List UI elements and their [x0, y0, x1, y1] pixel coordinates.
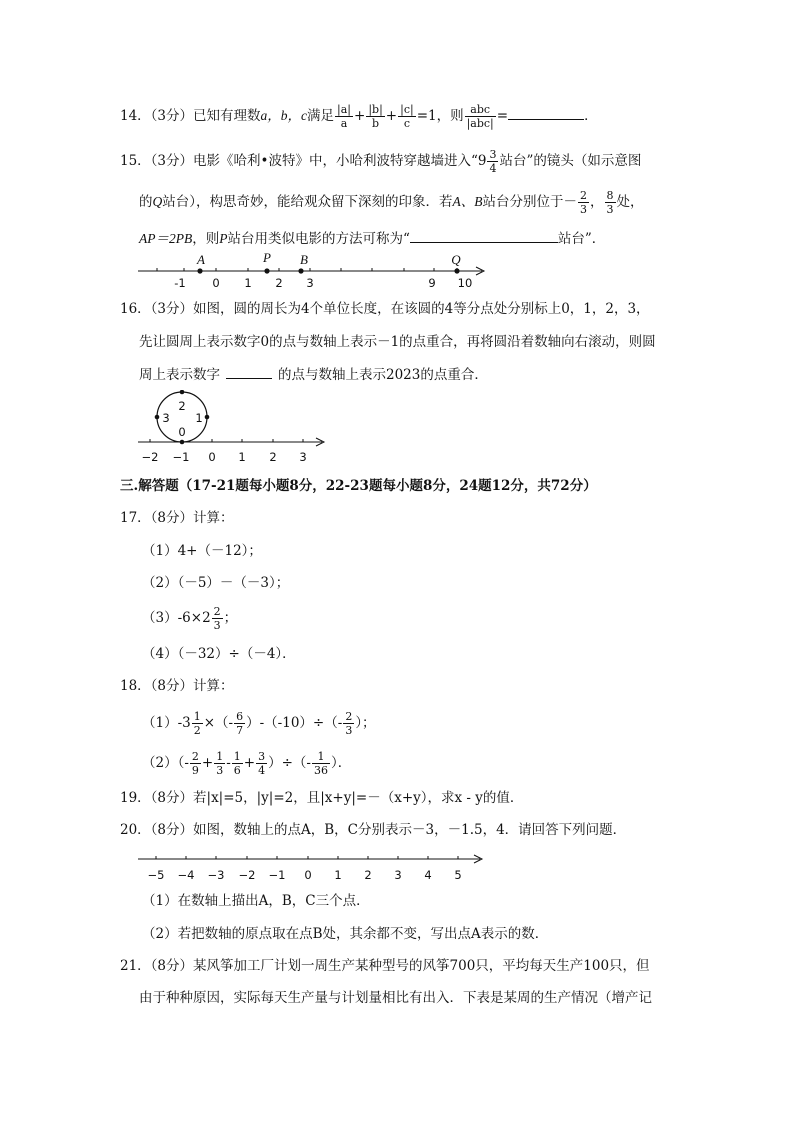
q14-answer-blank[interactable]	[508, 105, 584, 120]
q20-part-2: （2）若把数轴的原点取在点B处，其余都不变，写出点A表示的数．	[142, 926, 549, 942]
q14-frac-a: $\frac{|a|}{a}$	[337, 103, 352, 130]
q20-tick-neg2: −2	[238, 868, 256, 882]
q14-eq: =1，则	[416, 108, 464, 124]
q18-part-1: （1）-3 $\frac{1}{2}$ ×（- $\frac{6}{7}$ ）-（-10）÷（- $\frac{2}{3}$ ）；	[142, 710, 376, 737]
q21-line-2: 由于种种原因，实际每天生产量与计划量相比有出入．下表是某周的生产情况（增产记	[139, 990, 652, 1006]
q20-tick-neg3: −3	[207, 868, 225, 882]
q20-tick-neg4: −4	[177, 868, 195, 882]
q15-frac-a: $\frac{2}{3}$	[580, 189, 587, 216]
q15-label-q: Q	[451, 252, 461, 267]
q14-prefix: 14．（3分）已知有理数	[120, 108, 261, 124]
q14-mid: 满足	[307, 108, 335, 124]
q20-tick-0: 0	[304, 868, 312, 882]
q16-circle-label-2: 2	[178, 399, 186, 413]
q16-circle-label-3: 3	[162, 411, 170, 425]
q15-answer-blank[interactable]	[410, 228, 558, 243]
q20-tick-2: 2	[364, 868, 372, 882]
q14-frac-b: $\frac{|b|}{b}$	[368, 103, 383, 130]
q17-part-3: （3）-6×2 $\frac{2}{3}$ ；	[142, 605, 238, 632]
q15-label-a: A	[197, 252, 205, 267]
q16-tick-neg2: −2	[141, 450, 159, 464]
q15-tick-10: 10	[457, 276, 473, 290]
q15-tick-0: 0	[212, 276, 220, 290]
q16-figure	[136, 390, 336, 470]
q15-point-q	[454, 268, 459, 273]
q18-part-2: （2）（- $\frac{2}{9}$ + $\frac{1}{3}$ - $\frac{1}{6}$ + $\frac{3}{4}$ ）÷（- $\frac{1}{36}$ ）．	[142, 750, 352, 777]
q15-line-1: 15．（3分）电影《哈利•波特》中，小哈利波特穿越墙进入“9 $\frac{3}{4}$ 站台”的镜头（如示意图	[120, 148, 642, 175]
q20-tick-1: 1	[334, 868, 342, 882]
q20-tick-4: 4	[424, 868, 432, 882]
q16-tick-3: 3	[299, 450, 307, 464]
section-3-heading: 三.解答题（17-21题每小题8分，22-23题每小题8分，24题12分，共72分）	[120, 478, 597, 494]
q15-frac-b: $\frac{8}{3}$	[606, 189, 614, 216]
q17-part-4: （4）（－32）÷（－4）．	[142, 646, 296, 662]
q15-tick-3: 3	[306, 276, 314, 290]
q15-point-p	[264, 268, 269, 273]
q16-tick-neg1: −1	[172, 450, 190, 464]
q20-part-1: （1）在数轴上描出A，B，C三个点．	[142, 893, 370, 909]
q20-tick-neg5: −5	[147, 868, 165, 882]
q17-part-2: （2）（－5）－（－3）；	[142, 575, 290, 591]
q15-label-b: B	[300, 252, 308, 267]
q20-title: 20．（8分）如图，数轴上的点A，B，C分别表示－3，－1.5，4．请回答下列问题．	[120, 822, 627, 838]
q17-title: 17．（8分）计算：	[120, 510, 234, 526]
q16-tick-0: 0	[208, 450, 216, 464]
q16-answer-blank[interactable]	[226, 364, 272, 379]
q19-line: 19．（8分）若|x|=5，|y|=2，且|x+y|=－（x+y），求x - y的值．	[120, 790, 524, 806]
q20-number-line	[134, 846, 494, 888]
q15-tick-1: 1	[244, 276, 252, 290]
q15-point-b	[298, 268, 303, 273]
q16-line-3: 周上表示数字 的点与数轴上表示2023的点重合．	[139, 364, 488, 385]
q15-line-3: AP＝2PB，则P站台用类似电影的方法可称为“ 站台”．	[139, 228, 605, 249]
q14-vars: a，b，c	[260, 108, 308, 123]
q20-tick-3: 3	[394, 868, 402, 882]
q15-number-line	[134, 252, 494, 292]
q21-line-1: 21．（8分）某风筝加工厂计划一周生产某种型号的风筝700只，平均每天生产100只，但	[120, 958, 650, 974]
q16-tick-1: 1	[238, 450, 246, 464]
q15-line-2: 的Q站台），构思奇妙，能给观众留下深刻的印象．若A、B站台分别位于－ $\frac{2}{3}$ ， $\frac{8}{3}$ 处，	[139, 189, 644, 216]
q17-mixed-number: 2 $\frac{2}{3}$	[202, 605, 221, 632]
q15-mixed-number: 9 $\frac{3}{4}$	[477, 148, 497, 175]
q15-tick-neg1: -1	[174, 276, 186, 290]
q16-circle-label-0: 0	[178, 425, 186, 439]
q20-tick-5: 5	[454, 868, 462, 882]
q15-tick-2: 2	[275, 276, 283, 290]
q15-tick-9: 9	[428, 276, 436, 290]
q14-line: 14．（3分）已知有理数a，b，c满足 $\frac{|a|}{a}$ + $\frac{|b|}{b}$ + $\frac{|c|}{c}$ =1，则 $\frac{\text{abc}}{\text{|abc|}}$ = ．	[120, 103, 598, 130]
q16-line-1: 16．（3分）如图，圆的周长为4个单位长度，在该圆的4等分点处分别标上0，1，2，3，	[120, 301, 650, 317]
q14-frac-abc: $\frac{\text{abc}}{\text{|abc|}}$	[466, 103, 494, 130]
q14-frac-c: $\frac{|c|}{c}$	[400, 103, 414, 130]
q20-tick-neg1: −1	[268, 868, 286, 882]
q16-circle-label-1: 1	[195, 411, 203, 425]
q15-label-p: P	[263, 252, 271, 265]
q16-tick-2: 2	[269, 450, 277, 464]
q18-title: 18．（8分）计算：	[120, 678, 234, 694]
q16-line-2: 先让圆周上表示数字0的点与数轴上表示－1的点重合，再将圆沿着数轴向右滚动，则圆	[139, 334, 656, 350]
q15-point-a	[197, 268, 202, 273]
q17-part-1: （1）4+（－12）；	[142, 543, 262, 559]
